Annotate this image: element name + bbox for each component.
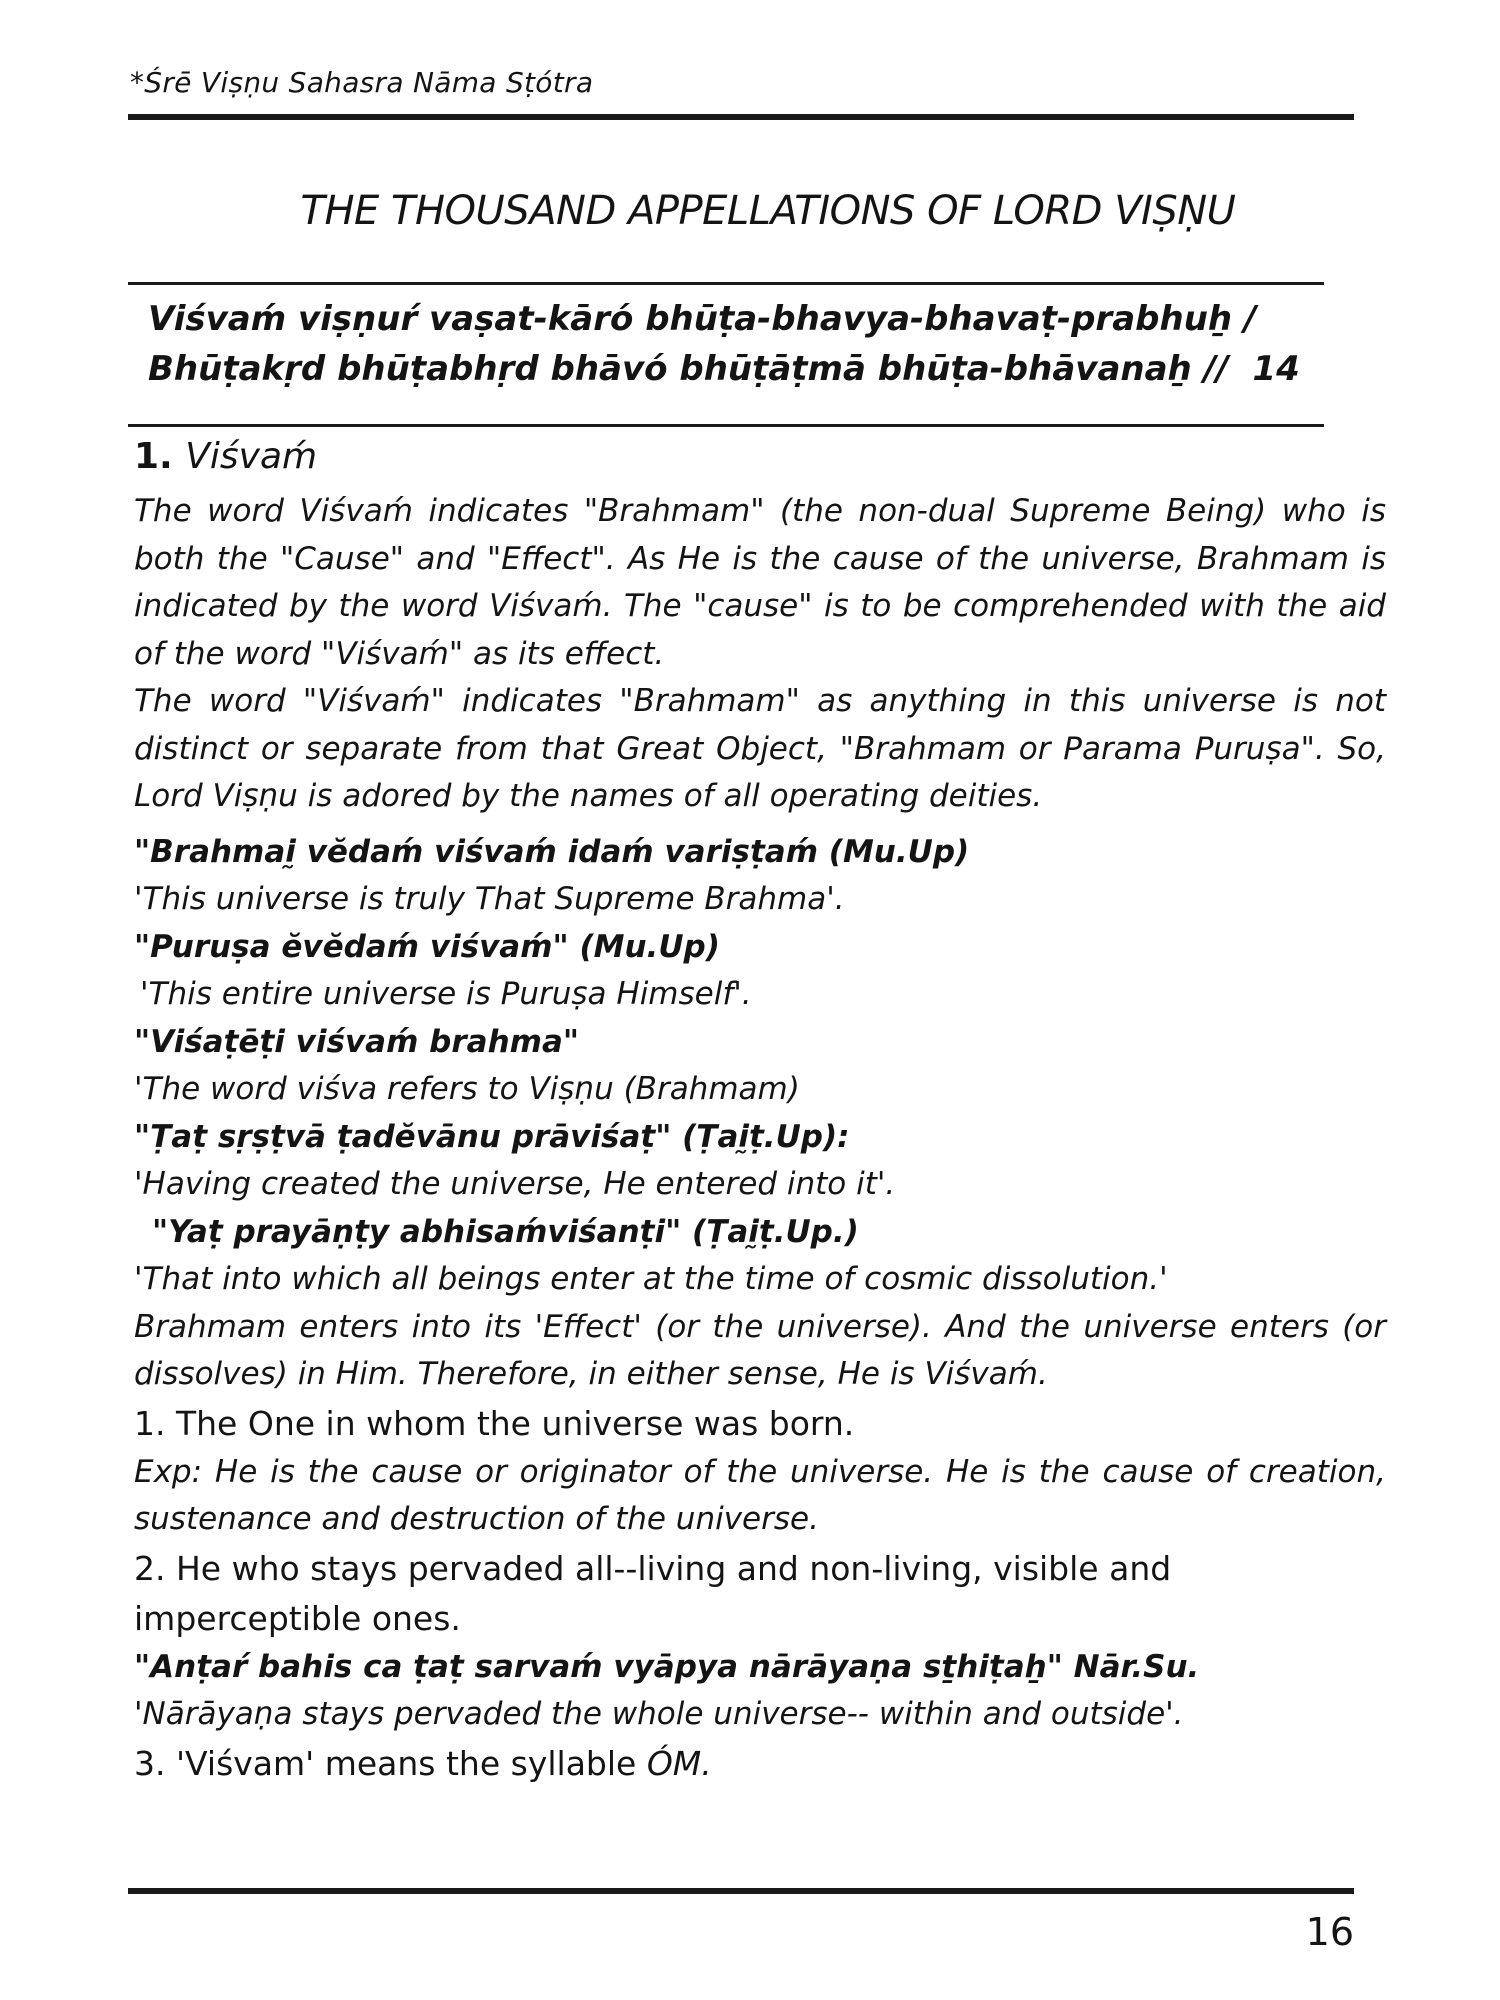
verse-block	[148, 294, 1348, 394]
header-rule	[128, 114, 1354, 120]
translation-5: 'That into which all beings enter at the time of cosmic dissolution.'	[134, 1261, 1168, 1297]
meaning-2: 2. He who stays pervaded all--living and non-living, visible and imperceptible ones.	[134, 1548, 1172, 1638]
translation-3: 'The word viśva refers to Viṣṇu (Brahmam)	[134, 1071, 800, 1107]
entry-number: 1.	[134, 436, 173, 477]
quote-5: "Yaṭ prayāṇṭy abhisaḿviśanṭi" (Ṭaḭṭ.Up.)	[152, 1213, 859, 1250]
verse-line-2-text: Bhūṭakṛd bhūṭabhṛd bhāvό bhūṭāṭmā bhūṭa-bhāvanaẖ //	[148, 349, 1229, 389]
translation-6: 'Nārāyaṇa stays pervaded the whole universe-- within and outside'.	[134, 1696, 1184, 1732]
quote-6: "Anṭaŕ bahis ca ṭaṭ sarvaḿ vyāpya nārāyaṇa sṯhiṭaẖ" Nār.Su.	[134, 1648, 1200, 1685]
explanation-1: Exp: He is the cause or originator of the universe. He is the cause of creation, sustenance and destruction of the universe.	[134, 1453, 1386, 1537]
entry-name: Viśvaḿ	[185, 436, 318, 477]
entry-body	[134, 488, 1386, 1789]
verse-rule-bottom	[128, 424, 1324, 427]
meaning-1: 1. The One in whom the universe was born.	[134, 1403, 855, 1443]
quote-3: "Viśaṭēṭi viśvaḿ brahma"	[134, 1023, 580, 1060]
translation-2: 'This entire universe is Puruṣa Himself'.	[140, 976, 752, 1012]
translation-4: 'Having created the universe, He entered into it'.	[134, 1166, 896, 1202]
meaning-3	[134, 1739, 1386, 1789]
verse-number: 14	[1252, 349, 1300, 389]
quote-1: "Brahmaḭ vĕdaḿ viśvaḿ idaḿ variṣṭaḿ (Mu.Up)	[134, 833, 970, 870]
page-number: 16	[1305, 1910, 1354, 1954]
quote-4: "Ṭaṭ sṛṣṭvā ṭadĕvānu prāviśaṭ" (Ṭaḭṭ.Up):	[134, 1118, 850, 1155]
meaning-3-text: 3. 'Viśvam' means the syllable	[134, 1743, 647, 1783]
paragraph-1: The word Viśvaḿ indicates "Brahmam" (the non-dual Supreme Being) who is both the "Cause" and "Effect". As He is the cause of the universe, Brahmam is indicated by the word Viśvaḿ. The "cause" is to be comprehended with the aid of the word "Viśvaḿ" as its effect.	[134, 493, 1386, 672]
footer-rule	[128, 1888, 1354, 1894]
om-syllable: ÓM.	[646, 1743, 712, 1783]
verse-line-1: Viśvaḿ viṣṇuŕ vaṣat-kārό bhūṭa-bhavya-bhavaṭ-prabhuẖ /	[148, 299, 1257, 339]
paragraph-3: Brahmam enters into its 'Effect' (or the universe). And the universe enters (or dissolves) in Him. Therefore, in either sense, He is Viśvaḿ.	[134, 1308, 1386, 1392]
page-title: THE THOUSAND APPELLATIONS OF LORD VIṢṆU	[300, 188, 1236, 234]
quote-2: "Puruṣa ĕvĕdaḿ viśvaḿ" (Mu.Up)	[134, 928, 720, 965]
paragraph-2: The word "Viśvaḿ" indicates "Brahmam" as anything in this universe is not distinct or separate from that Great Object, "Brahmam or Parama Puruṣa". So, Lord Viṣṇu is adored by the names of all operating deities.	[134, 683, 1386, 814]
verse-rule-top	[128, 282, 1324, 285]
running-header: *Śrē Viṣṇu Sahasra Nāma Sṭótra	[130, 66, 594, 99]
verse-line-2	[148, 344, 1348, 394]
translation-1: 'This universe is truly That Supreme Brahma'.	[134, 881, 845, 917]
entry-heading	[134, 436, 317, 477]
